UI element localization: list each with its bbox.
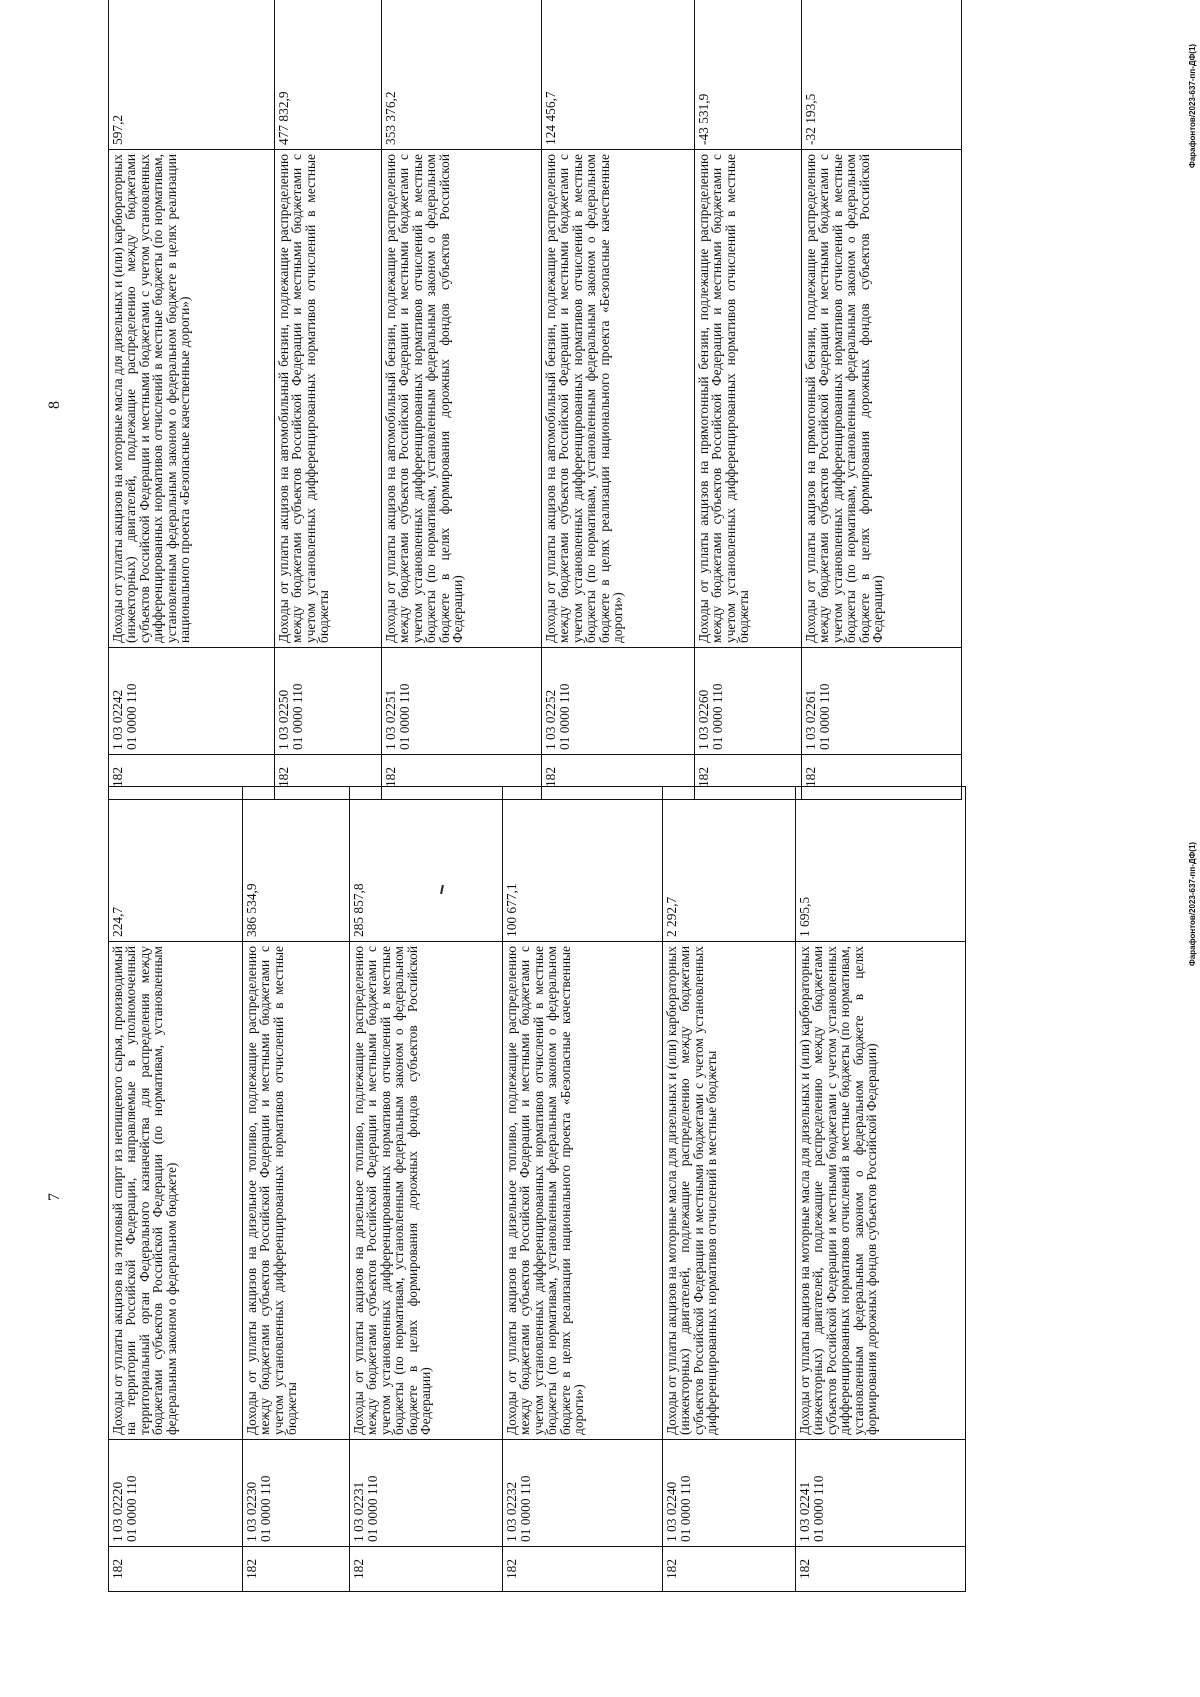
code-part-1: 1 03 02231 (351, 1481, 366, 1542)
code-part-2: 01 0000 110 (816, 683, 832, 750)
amount: 124 456,7 (542, 0, 695, 150)
amount: 1 695,5 (796, 787, 966, 942)
table-row (542, 0, 695, 800)
admin-code: 182 (663, 1547, 796, 1592)
amount: -32 193,5 (802, 0, 962, 150)
table-row (503, 787, 663, 1592)
revenue-description: Доходы от уплаты акцизов на автомобильный бензин, подлежащие распределению между бюджетами субъектов Российской Федерации и местными бюджетами с учетом установленных дифференцированных нормативов отчислений в местные бюджеты (по нормативам, установленным федеральным законом о федеральном бюджете в целях реализации национального проекта «Безопасные качественные дороги») (542, 150, 695, 648)
amount: 353 376,2 (382, 0, 542, 150)
table-row (275, 0, 382, 800)
table-row (109, 787, 243, 1592)
page-number: 8 (46, 401, 63, 409)
admin-code: 182 (109, 755, 275, 800)
amount: -43 531,9 (695, 0, 802, 150)
code-part-1: 1 03 02230 (244, 1481, 259, 1542)
code-part-2: 01 0000 110 (396, 683, 412, 750)
code-part-1: 1 03 02261 (803, 689, 818, 750)
code-part-1: 1 03 02240 (664, 1481, 679, 1542)
revenue-description: Доходы от уплаты акцизов на моторные масла для дизельных и (или) карбюраторных (инжекторных) двигателей, подлежащие распределению между бюджетами субъектов Российской Федерации и местными бюджетами с учетом установленных дифференцированных нормативов отчислений в местные бюджеты (663, 942, 796, 1440)
revenue-description: Доходы от уплаты акцизов на этиловый спирт из непищевого сырья, производимый на территории Российской Федерации, направляемые в уполномоченный территориальный орган Федерального казначейства для распределения между бюджетами субъектов Российской Федерации (по нормативам, установленным федеральным законом о федеральном бюджете) (109, 942, 243, 1440)
admin-code: 182 (503, 1547, 663, 1592)
admin-code: 182 (382, 755, 542, 800)
page-number: 7 (46, 1193, 63, 1201)
amount: 597,2 (109, 0, 275, 150)
table-row (663, 787, 796, 1592)
table-row (382, 0, 542, 800)
revenue-table (108, 0, 962, 800)
code-part-1: 1 03 02232 (504, 1481, 519, 1542)
admin-code: 182 (243, 1547, 350, 1592)
revenue-description: Доходы от уплаты акцизов на моторные масла для дизельных и (или) карбюраторных (инжекторных) двигателей, подлежащие распределению между бюджетами субъектов Российской Федерации и местными бюджетами с учетом установленных дифференцированных нормативов отчислений в местные бюджеты (по нормативам, установленным федеральным законом о федеральном бюджете в целях реализации национального проекта «Безопасные качественные дороги») (109, 150, 275, 648)
table-row (802, 0, 962, 800)
code-part-1: 1 03 02242 (110, 689, 125, 750)
revenue-description: Доходы от уплаты акцизов на прямогонный бензин, подлежащие распределению между бюджетами субъектов Российской Федерации и местными бюджетами с учетом установленных дифференцированных нормативов отчислений в местные бюджеты (695, 150, 802, 648)
admin-code: 182 (275, 755, 382, 800)
budget-classification-code (382, 648, 542, 755)
amount: 477 832,9 (275, 0, 382, 150)
amount: 100 677,1 (503, 787, 663, 942)
code-part-1: 1 03 02251 (383, 689, 398, 750)
admin-code: 182 (109, 1547, 243, 1592)
table-row (109, 0, 275, 800)
code-part-2: 01 0000 110 (289, 683, 305, 750)
budget-classification-code (109, 648, 275, 755)
code-part-1: 1 03 02241 (797, 1481, 812, 1542)
code-part-2: 01 0000 110 (123, 683, 139, 750)
admin-code: 182 (350, 1547, 503, 1592)
amount: 386 534,9 (243, 787, 350, 942)
code-part-2: 01 0000 110 (364, 1475, 380, 1542)
amount: 285 857,8 (350, 787, 503, 942)
admin-code: 182 (695, 755, 802, 800)
document-footer: Фарафонтов/2023-637-пп-ДФ(1) (1188, 43, 1197, 168)
code-part-1: 1 03 02260 (696, 689, 711, 750)
revenue-description: Доходы от уплаты акцизов на прямогонный бензин, подлежащие распределению между бюджетами субъектов Российской Федерации и местными бюджетами с учетом установленных дифференцированных нормативов отчислений в местные бюджеты (по нормативам, установленным федеральным законом о федеральном бюджете в целях формирования дорожных фондов субъектов Российской Федерации) (802, 150, 962, 648)
page-7 (46, 802, 1188, 1592)
table-row (350, 787, 503, 1592)
budget-classification-code (503, 1440, 663, 1547)
amount: 2 292,7 (663, 787, 796, 942)
budget-classification-code (243, 1440, 350, 1547)
budget-classification-code (802, 648, 962, 755)
code-part-2: 01 0000 110 (556, 683, 572, 750)
code-part-2: 01 0000 110 (677, 1475, 693, 1542)
code-part-2: 01 0000 110 (810, 1475, 826, 1542)
revenue-description: Доходы от уплаты акцизов на моторные масла для дизельных и (или) карбюраторных (инжекторных) двигателей, подлежащие распределению между бюджетами субъектов Российской Федерации и местными бюджетами с учетом установленных дифференцированных нормативов отчислений в местные бюджеты (по нормативам, установленным федеральным законом о федеральном бюджете в целях формирования дорожных фондов субъектов Российской Федерации) (796, 942, 966, 1440)
code-part-2: 01 0000 110 (517, 1475, 533, 1542)
table-row (796, 787, 966, 1592)
revenue-description: Доходы от уплаты акцизов на дизельное топливо, подлежащие распределению между бюджетами субъектов Российской Федерации и местными бюджетами с учетом установленных дифференцированных нормативов отчислений в местные бюджеты (по нормативам, установленным федеральным законом о федеральном бюджете в целях формирования дорожных фондов субъектов Российской Федерации) (350, 942, 503, 1440)
code-part-2: 01 0000 110 (709, 683, 725, 750)
revenue-description: Доходы от уплаты акцизов на автомобильный бензин, подлежащие распределению между бюджетами субъектов Российской Федерации и местными бюджетами с учетом установленных дифференцированных нормативов отчислений в местные бюджеты (275, 150, 382, 648)
budget-classification-code (275, 648, 382, 755)
admin-code: 182 (802, 755, 962, 800)
amount: 224,7 (109, 787, 243, 942)
budget-classification-code (542, 648, 695, 755)
table-row (695, 0, 802, 800)
revenue-description: Доходы от уплаты акцизов на дизельное топливо, подлежащие распределению между бюджетами субъектов Российской Федерации и местными бюджетами с учетом установленных дифференцированных нормативов отчислений в местные бюджеты (243, 942, 350, 1440)
page-8 (46, 10, 1188, 800)
budget-classification-code (663, 1440, 796, 1547)
code-part-2: 01 0000 110 (257, 1475, 273, 1542)
admin-code: 182 (542, 755, 695, 800)
code-part-1: 1 03 02220 (110, 1481, 125, 1542)
budget-classification-code (796, 1440, 966, 1547)
code-part-1: 1 03 02250 (276, 689, 291, 750)
table-row (243, 787, 350, 1592)
budget-classification-code (350, 1440, 503, 1547)
revenue-description: Доходы от уплаты акцизов на дизельное топливо, подлежащие распределению между бюджетами субъектов Российской Федерации и местными бюджетами с учетом установленных дифференцированных нормативов отчислений в местные бюджеты (по нормативам, установленным федеральным законом о федеральном бюджете в целях реализации национального проекта «Безопасные качественные дороги») (503, 942, 663, 1440)
revenue-description: Доходы от уплаты акцизов на автомобильный бензин, подлежащие распределению между бюджетами субъектов Российской Федерации и местными бюджетами с учетом установленных дифференцированных нормативов отчислений в местные бюджеты (по нормативам, установленным федеральным законом о федеральном бюджете в целях формирования дорожных фондов субъектов Российской Федерации) (382, 150, 542, 648)
code-part-1: 1 03 02252 (543, 689, 558, 750)
code-part-2: 01 0000 110 (123, 1475, 139, 1542)
budget-classification-code (695, 648, 802, 755)
revenue-table (108, 786, 966, 1592)
budget-classification-code (109, 1440, 243, 1547)
document-footer: Фарафонтов/2023-637-пп-ДФ(1) (1188, 841, 1197, 966)
admin-code: 182 (796, 1547, 966, 1592)
